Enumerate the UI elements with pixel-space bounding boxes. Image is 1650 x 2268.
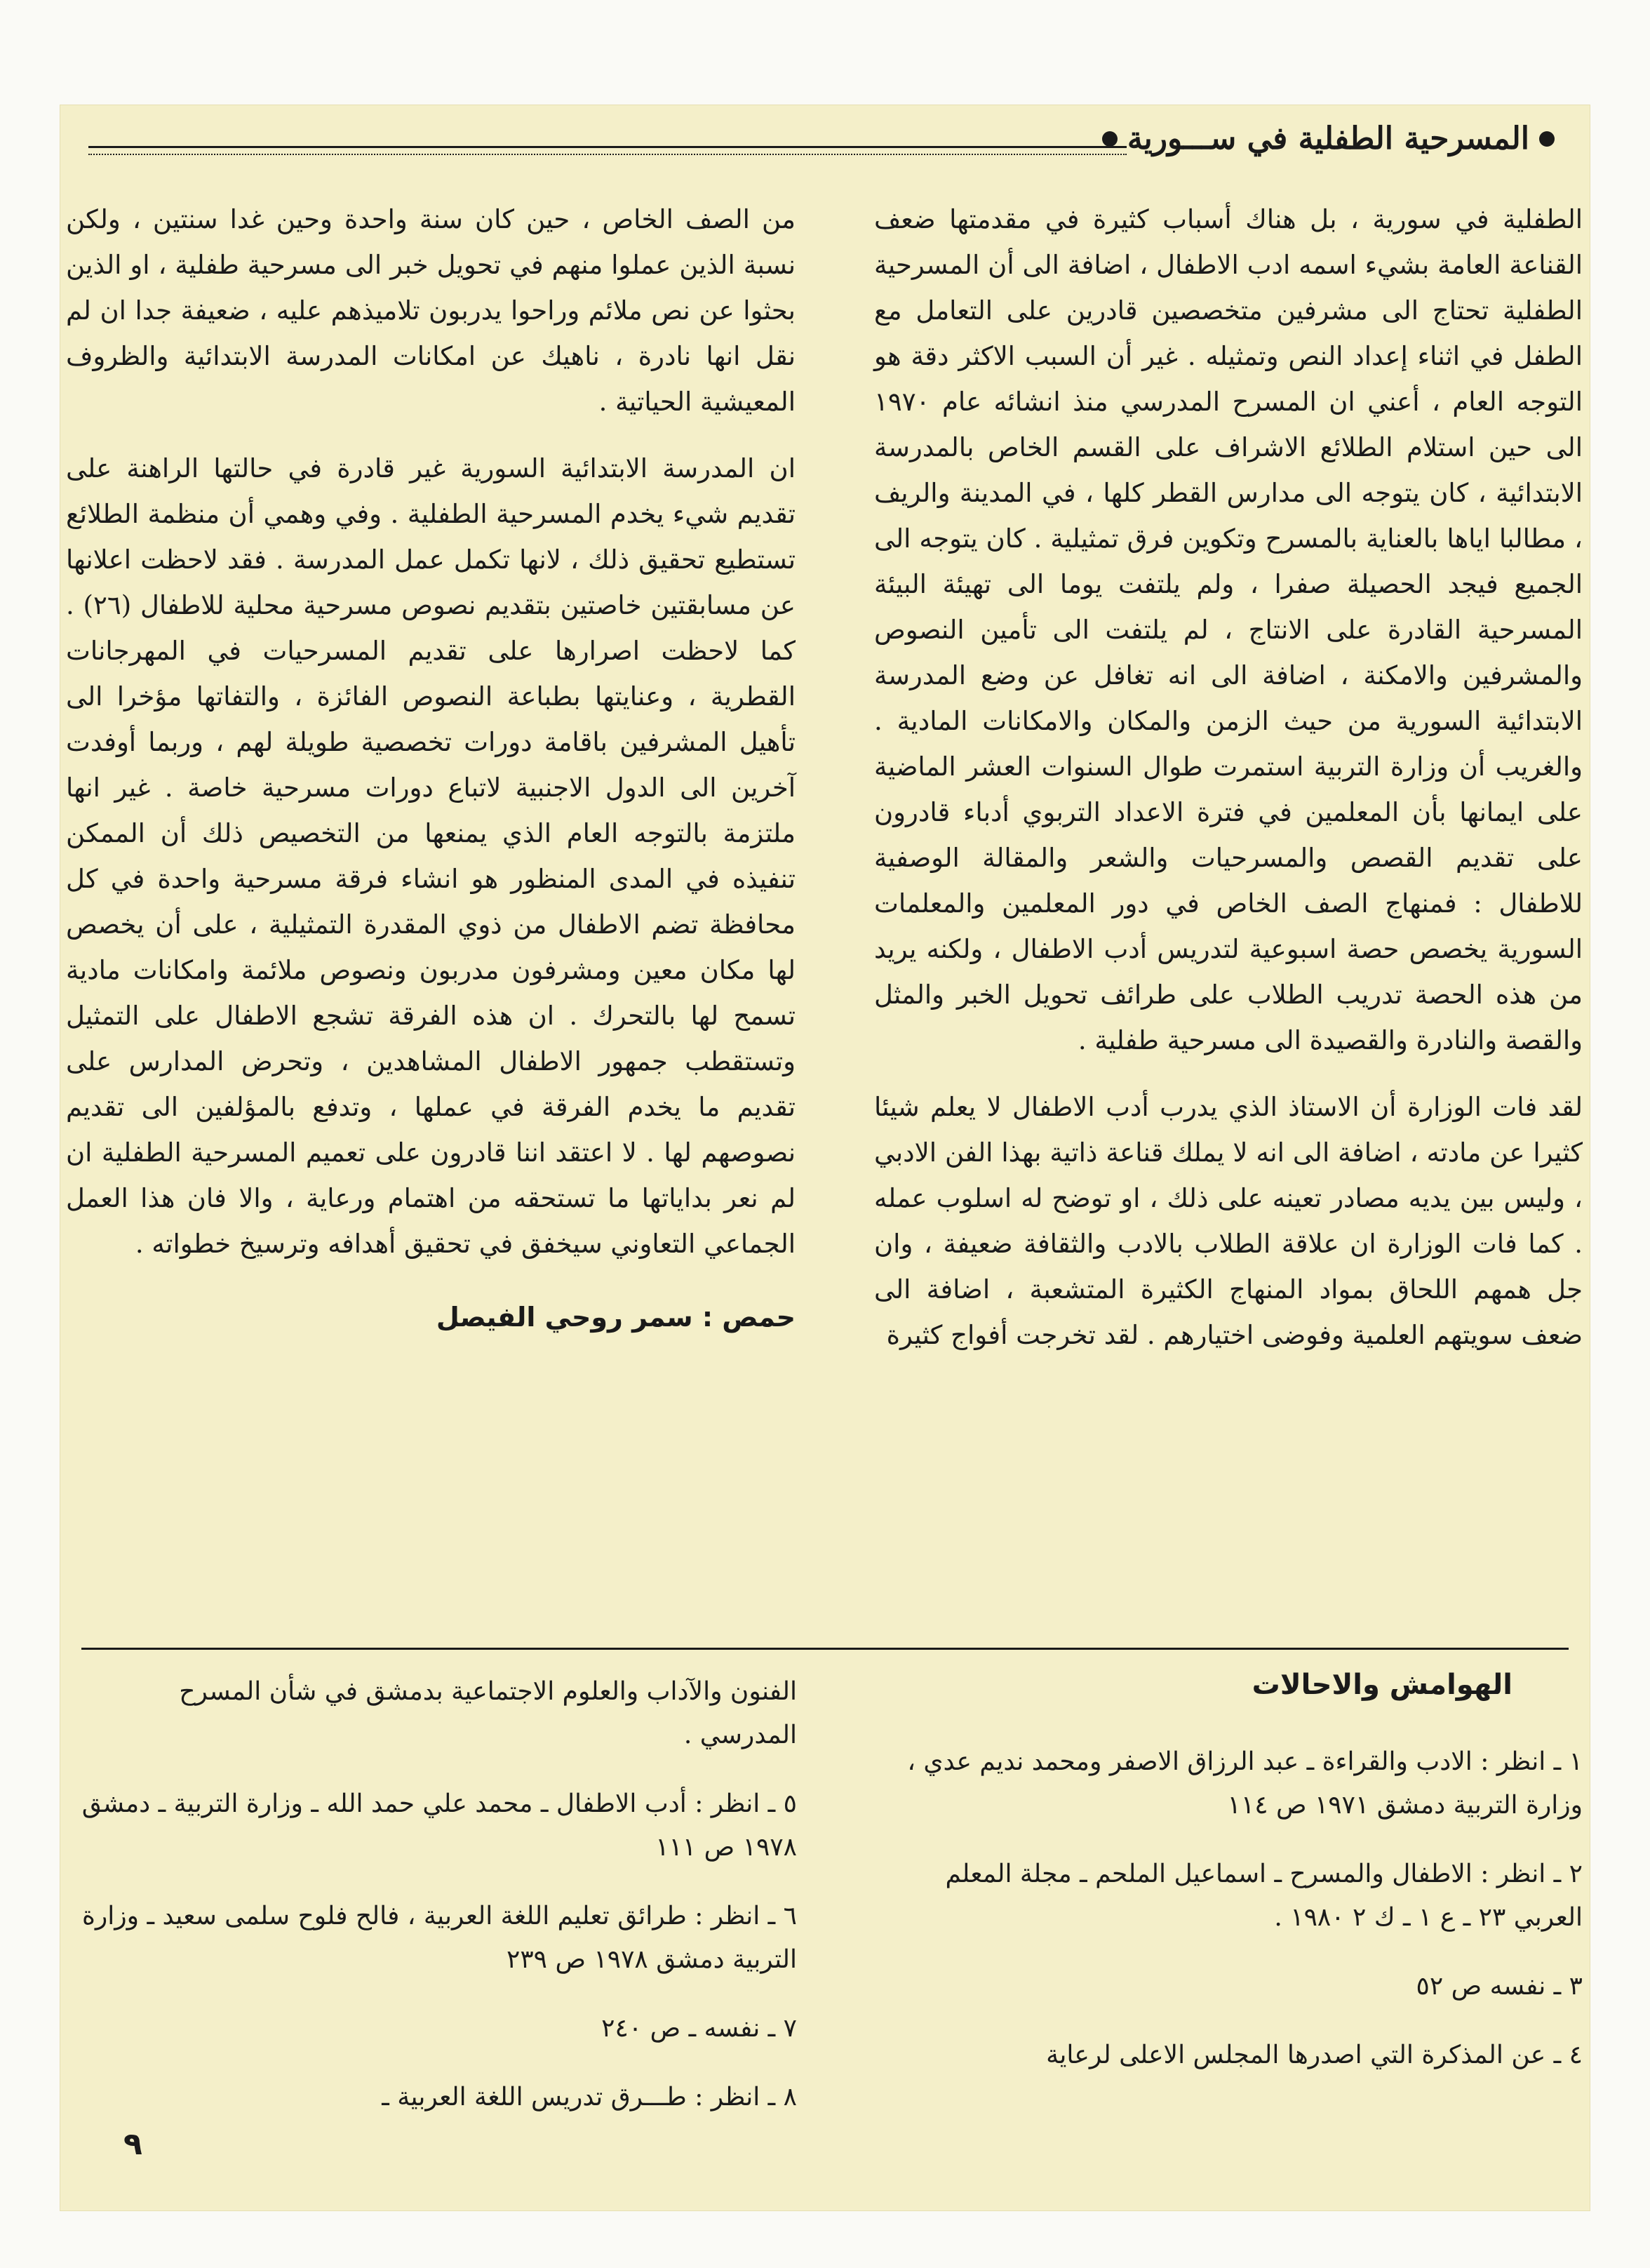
paragraph: الطفلية في سورية ، بل هناك أسباب كثيرة في مقدمتها ضعف القناعة العامة بشيء اسمه ادب الاطفال ، اضافة الى أن المسرحية الطفلية تحتاج الى مشرفين متخصصين قادرين على التعامل مع الطفل في اثناء إعداد النص وتمثيله . غير أن السبب الاكثر دقة هو التوجه العام ، أعني ان المسرح المدرسي منذ انشائه عام ١٩٧٠ الى حين استلام الطلائع الاشراف على القسم الخاص بالمدرسة الابتدائية ، كان يتوجه الى مدارس القطر كلها ، في المدينة والريف ، مطالبا اياها بالعناية بالمسرح وتكوين فرق تمثيلية . كان يتوجه الى الجميع فيجد الحصيلة صفرا ، ولم يلتفت يوما الى تهيئة البيئة المسرحية القادرة على الانتاج ، لم يلتفت الى تأمين النصوص والمشرفين والامكنة ، اضافة الى انه تغافل عن وضع المدرسة الابتدائية السورية من حيث الزمن والمكان والامكانات المادية . والغريب أن وزارة التربية استمرت طوال السنوات العشر الماضية على ايمانها بأن المعلمين في فترة الاعداد التربوي أدباء قادرون على تقديم القصص والمسرحيات والشعر والمقالة الوصفية للاطفال : فمنهاج الصف الخاص في دور المعلمين والمعلمات السورية يخصص حصة اسبوعية لتدريس أدب الاطفال ، ولكنه يريد من هذه الحصة تدريب الطلاب على طرائف تحويل الخبر والمثل والقصة والنادرة والقصيدة الى مسرحية طفلية . [874,204,1583,1055]
footnote: ٥ ـ انظر : أدب الاطفال ـ محمد علي حمد الله ـ وزارة التربية ـ دمشق ١٩٧٨ ص ١١١ [81,1789,797,1862]
header-title: المسرحية الطفلية في ســـورية [1127,121,1529,156]
bullet-icon [1539,131,1555,147]
notes-left-column [81,1670,797,2144]
header-title-group [1102,121,1555,156]
footnote: ٦ ـ انظر : طرائق تعليم اللغة العربية ، فالح فلوح سلمى سعيد ـ وزارة التربية دمشق ١٩٧٨ ص ٢٣٩ [82,1902,797,1974]
footnote: ٨ ـ انظر : طـــرق تدريس اللغة العربية ـ [382,2083,797,2112]
paragraph: من الصف الخاص ، حين كان سنة واحدة وحين غدا سنتين ، ولكن نسبة الذين عملوا منهم في تحويل خبر الى مسرحية طفلية ، او الذين بحثوا عن نص ملائم وراحوا يدربون تلاميذهم عليه ، ضعيفة جدا ان لم نقل انها نادرة ، ناهيك عن امكانات المدرسة الابتدائية والظروف المعيشية الحياتية . [66,204,796,417]
notes-right-column [874,1740,1583,2102]
page [60,105,1590,2210]
footnote: ١ ـ انظر : الادب والقراءة ـ عبد الرزاق الاصفر ومحمد نديم عدي ، وزارة التربية دمشق ١٩٧١ ص ١١٤ [907,1747,1583,1820]
footnote: ٤ ـ عن المذكرة التي اصدرها المجلس الاعلى لرعاية [1046,2041,1583,2069]
footnote: ٧ ـ نفسه ـ ص ٢٤٠ [601,2014,797,2043]
footnote: ٢ ـ انظر : الاطفال والمسرح ـ اسماعيل الملحم ـ مجلة المعلم العربي ٢٣ ـ ع ١ ـ ك ٢ ١٩٨٠ . [945,1860,1583,1932]
left-column [66,196,796,1340]
right-column [874,196,1583,1379]
footnote: ٣ ـ نفسه ص ٥٢ [1416,1972,1583,2001]
notes-divider [81,1648,1569,1650]
notes-title: الهوامش والاحالات [1252,1669,1512,1701]
running-header [88,118,1555,167]
page-number: ٩ [123,2126,142,2162]
author-signature: حمص : سمر روحي الفيصل [436,1302,796,1333]
paragraph: لقد فات الوزارة أن الاستاذ الذي يدرب أدب الاطفال لا يعلم شيئا كثيرا عن مادته ، اضافة الى انه لا يملك قناعة ذاتية بهذا الفن الادبي ، وليس بين يديه مصادر تعينه على ذلك ، او توضح له اسلوب عمله . كما فات الوزارة ان علاقة الطلاب بالادب والثقافة ضعيفة ، وان جل همهم اللحاق بمواد المنهاج الكثيرة المتشعبة ، اضافة الى ضعف سويتهم العلمية وفوضى اختيارهم . لقد تخرجت أفواج كثيرة [874,1092,1583,1350]
header-rule [88,146,1127,155]
paragraph: ان المدرسة الابتدائية السورية غير قادرة في حالتها الراهنة على تقديم شيء يخدم المسرحية الطفلية . وفي وهمي أن منظمة الطلائع تستطيع تحقيق ذلك ، لانها تكمل عمل المدرسة . فقد لاحظت اعلانها عن مسابقتين خاصتين بتقديم نصوص مسرحية محلية للاطفال (٢٦) . كما لاحظت اصرارها على تقديم المسرحيات في المهرجانات القطرية ، وعنايتها بطباعة النصوص الفائزة ، والتفاتها مؤخرا الى تأهيل المشرفين باقامة دورات تخصصية طويلة لهم ، وربما أوفدت آخرين الى الدول الاجنبية لاتباع دورات مسرحية خاصة . غير انها ملتزمة بالتوجه العام الذي يمنعها من التخصيص ذلك أن الممكن تنفيذه في المدى المنظور هو انشاء فرقة مسرحية واحدة في كل محافظة تضم الاطفال من ذوي المقدرة التمثيلية ، على أن يخصص لها مكان معين ومشرفون مدربون ونصوص ملائمة وامكانات مادية تسمح لها بالتحرك . ان هذه الفرقة تشجع الاطفال على التمثيل وتستقطب جمهور الاطفال المشاهدين ، وتحرض المدارس على تقديم ما يخدم الفرقة في عملها ، وتدفع بالمؤلفين الى تقديم نصوصهم لها . لا اعتقد اننا قادرون على تعميم المسرحية الطفلية ان لم نعر بداياتها ما تستحقه من اهتمام ورعاية ، والا فان هذا العمل الجماعي التعاوني سيخفق في تحقيق أهدافه وترسيخ خطواته . [66,453,796,1259]
bullet-icon [1102,131,1118,147]
footnote: الفنون والآداب والعلوم الاجتماعية بدمشق في شأن المسرح المدرسي . [179,1677,797,1749]
